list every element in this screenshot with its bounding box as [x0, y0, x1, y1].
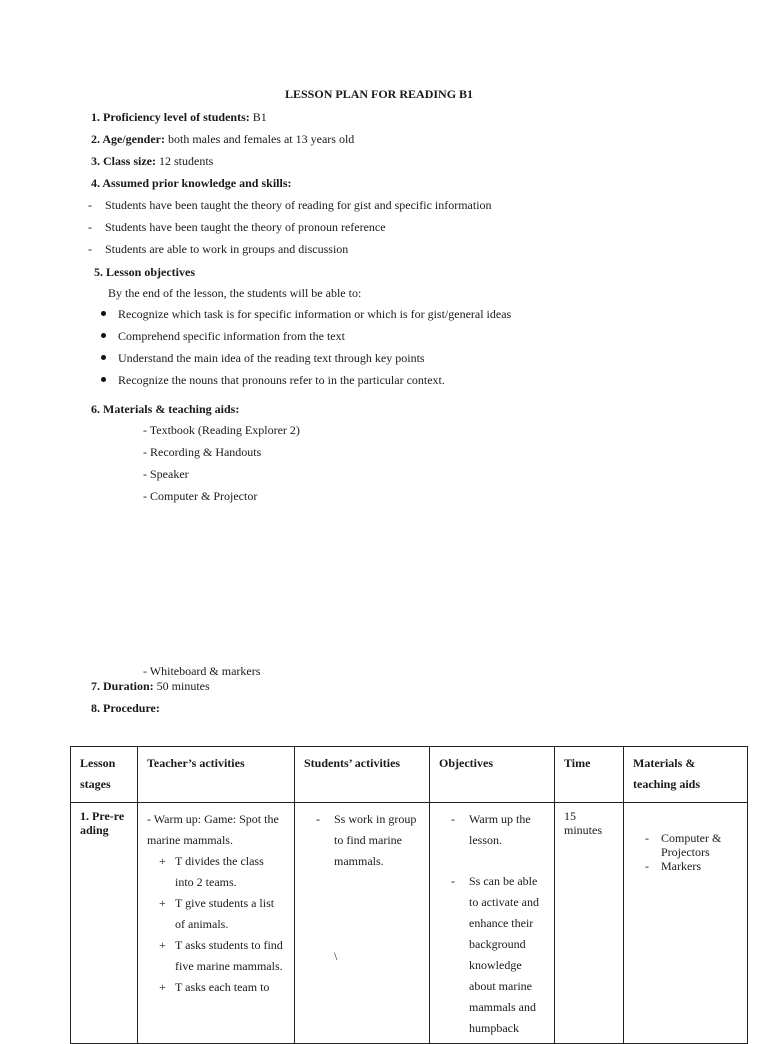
students-item-text: Ss work in group to find marine mammals.	[334, 812, 417, 868]
objective-item: Comprehend specific information from the text	[118, 329, 345, 343]
teacher-step: + T divides the class into 2 teams.	[159, 854, 264, 889]
age-label: 2. Age/gender:	[91, 132, 165, 146]
class-size-line	[91, 154, 213, 168]
teacher-step-text: T asks students to find five marine mammals.	[175, 938, 283, 973]
proficiency-value: B1	[249, 110, 267, 124]
bullet-marker	[101, 355, 106, 360]
time-value: 15 minutes	[564, 809, 602, 837]
material-item: - Speaker	[143, 467, 189, 481]
objective-item: Recognize which task is for specific information or which is for gist/general ideas	[118, 307, 512, 321]
page-title: LESSON PLAN FOR READING B1	[285, 87, 474, 101]
teacher-step-text: T asks each team to	[175, 980, 270, 994]
table-row	[71, 803, 748, 1044]
proficiency-line	[91, 110, 267, 124]
students-item: - Ss work in group to find marine mammals.	[316, 812, 417, 868]
procedure-table	[70, 746, 748, 1044]
prior-item: Students are able to work in groups and discussion	[105, 242, 349, 256]
materials-cell-item: - Computer & Projectors	[645, 831, 722, 859]
materials-label: 6. Materials & teaching aids:	[91, 402, 240, 416]
cell-stage	[71, 803, 138, 1044]
cell-time	[555, 803, 624, 1044]
teacher-step: + T asks students to find five marine mammals.	[159, 938, 283, 973]
objectives-intro: By the end of the lesson, the students will be able to:	[108, 286, 362, 300]
cell-objectives	[430, 803, 555, 1044]
duration-value: 50 minutes	[153, 679, 210, 693]
objective-item: Recognize the nouns that pronouns refer to in the particular context.	[118, 373, 445, 387]
material-item: - Whiteboard & markers	[143, 664, 261, 678]
age-line	[91, 132, 354, 146]
materials-cell-text: Markers	[661, 859, 701, 873]
cell-materials	[624, 803, 748, 1044]
bullet-marker	[101, 333, 106, 338]
objective-cell-text: Warm up the lesson.	[469, 812, 531, 847]
prior-item: Students have been taught the theory of pronoun reference	[105, 220, 386, 234]
class-size-value: 12 students	[156, 154, 214, 168]
duration-line	[91, 679, 210, 693]
teacher-step-text: T give students a list of animals.	[175, 896, 275, 931]
objective-cell-item: - Warm up the lesson.	[451, 812, 531, 847]
prior-knowledge-label: 4. Assumed prior knowledge and skills:	[91, 176, 292, 190]
header-objectives: Objectives	[430, 747, 555, 803]
header-materials: Materials & teaching aids	[624, 747, 748, 803]
dash-marker: -	[88, 242, 92, 256]
bullet-marker	[101, 311, 106, 316]
table-header-row	[71, 747, 748, 803]
objectives-label: 5. Lesson objectives	[94, 265, 195, 279]
teacher-step: + T asks each team to	[159, 980, 270, 994]
cell-teacher	[138, 803, 295, 1044]
duration-label: 7. Duration:	[91, 679, 154, 693]
materials-cell-text: Computer & Projectors	[661, 831, 722, 859]
procedure-label: 8. Procedure:	[91, 701, 160, 715]
material-item: - Computer & Projector	[143, 489, 258, 503]
students-extra: \	[334, 949, 338, 963]
class-size-label: 3. Class size:	[91, 154, 156, 168]
teacher-step: + T give students a list of animals.	[159, 896, 275, 931]
header-lesson-stages: Lesson stages	[71, 747, 138, 803]
header-students-activities: Students’ activities	[295, 747, 430, 803]
dash-marker: -	[88, 220, 92, 234]
cell-students	[295, 803, 430, 1044]
objective-cell-item: - Ss can be able to activate and enhance their background knowledge about marine mammals and humpback	[451, 874, 539, 1035]
objective-cell-text: Ss can be able to activate and enhance their background knowledge about marine mammals and humpback	[469, 874, 539, 1035]
teacher-step-text: T divides the class into 2 teams.	[175, 854, 264, 889]
dash-marker: -	[88, 198, 92, 212]
age-value: both males and females at 13 years old	[165, 132, 355, 146]
objective-item: Understand the main idea of the reading text through key points	[118, 351, 425, 365]
header-time: Time	[555, 747, 624, 803]
material-item: - Textbook (Reading Explorer 2)	[143, 423, 300, 437]
proficiency-label: 1. Proficiency level of students:	[91, 110, 250, 124]
stage-label: 1. Pre-reading	[80, 809, 125, 837]
material-item: - Recording & Handouts	[143, 445, 262, 459]
teacher-intro: - Warm up: Game: Spot the marine mammals.	[147, 812, 279, 847]
header-teacher-activities: Teacher’s activities	[138, 747, 295, 803]
materials-cell-item: - Markers	[645, 859, 701, 873]
bullet-marker	[101, 377, 106, 382]
prior-item: Students have been taught the theory of reading for gist and specific information	[105, 198, 492, 212]
